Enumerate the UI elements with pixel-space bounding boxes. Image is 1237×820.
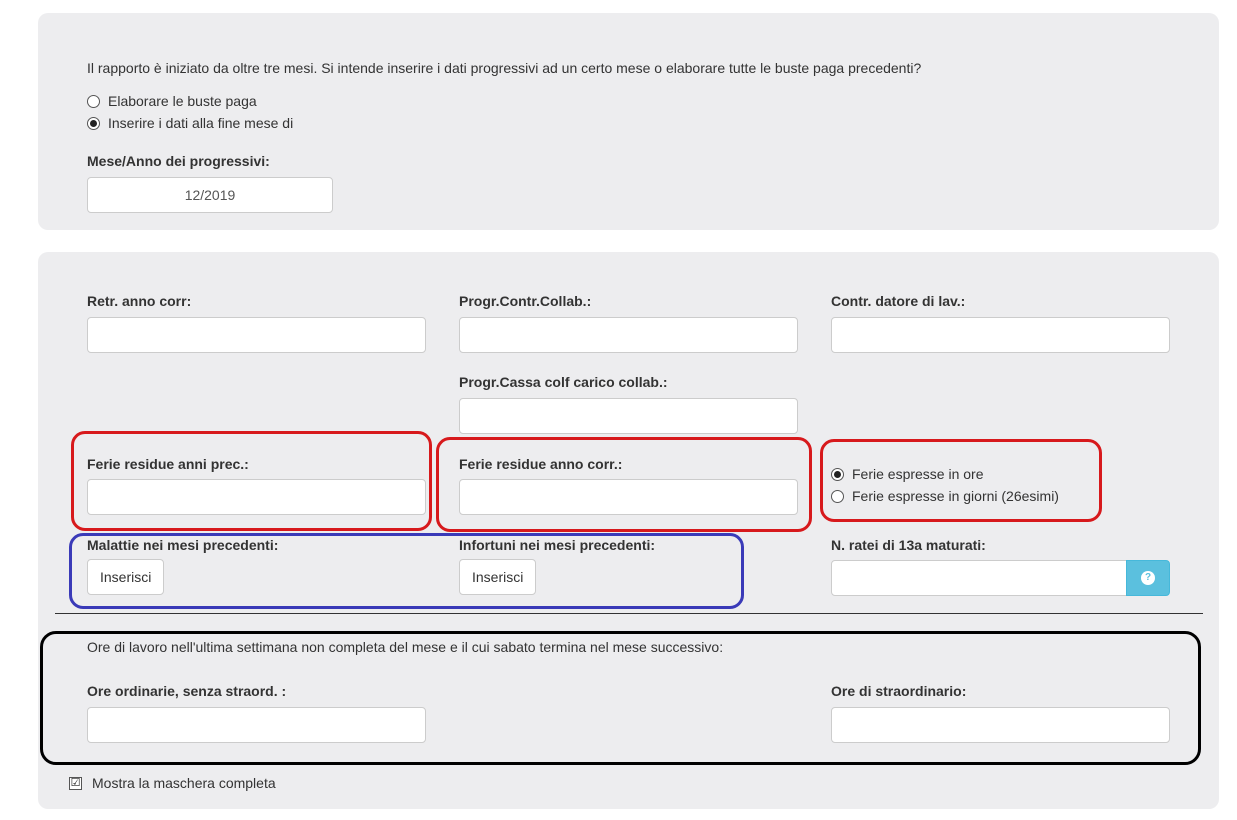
contr-datore-input[interactable] xyxy=(831,317,1170,353)
ore-straordinario-input[interactable] xyxy=(831,707,1170,743)
infortuni-inserisci-button[interactable]: Inserisci xyxy=(459,559,536,595)
ratei-13a-input[interactable] xyxy=(831,560,1127,596)
ore-straordinario-label: Ore di straordinario: xyxy=(831,683,967,699)
retr-anno-corr-input[interactable] xyxy=(87,317,426,353)
ferie-in-giorni-option[interactable] xyxy=(831,488,1059,504)
ferie-anno-corr-input[interactable] xyxy=(459,479,798,515)
malattie-inserisci-button[interactable]: Inserisci xyxy=(87,559,164,595)
ore-ordinarie-label: Ore ordinarie, senza straord. : xyxy=(87,683,287,699)
section-divider xyxy=(55,613,1203,614)
ferie-anno-corr-label: Ferie residue anno corr.: xyxy=(459,456,623,472)
progr-cassa-colf-input[interactable] xyxy=(459,398,798,434)
option-elaborate-label: Elaborare le buste paga xyxy=(108,93,257,109)
ratei-help-button[interactable] xyxy=(1126,560,1170,596)
month-year-input[interactable] xyxy=(87,177,333,213)
ferie-anni-prec-input[interactable] xyxy=(87,479,426,515)
ferie-anni-prec-label: Ferie residue anni prec.: xyxy=(87,456,249,472)
radio-unchecked-icon[interactable] xyxy=(831,490,844,503)
option-insert-dati[interactable] xyxy=(87,115,293,131)
intro-question-text: Il rapporto è iniziato da oltre tre mesi. Si intende inserire i dati progressivi ad un certo mese o elaborare tutte le buste paga precedenti? xyxy=(87,60,922,76)
ore-ordinarie-input[interactable] xyxy=(87,707,426,743)
radio-checked-icon[interactable] xyxy=(87,117,100,130)
contr-datore-label: Contr. datore di lav.: xyxy=(831,293,966,309)
option-insert-label: Inserire i dati alla fine mese di xyxy=(108,115,294,131)
ferie-ore-label: Ferie espresse in ore xyxy=(852,466,984,482)
mostra-maschera-label: Mostra la maschera completa xyxy=(92,775,276,791)
infortuni-label: Infortuni nei mesi precedenti: xyxy=(459,537,656,553)
option-elaborate-buste-paga[interactable] xyxy=(87,93,257,109)
mostra-maschera-checkbox-row[interactable] xyxy=(69,775,276,791)
radio-unchecked-icon[interactable] xyxy=(87,95,100,108)
question-icon: ? xyxy=(1141,571,1155,585)
retr-anno-corr-label: Retr. anno corr: xyxy=(87,293,192,309)
ferie-in-ore-option[interactable] xyxy=(831,466,984,482)
malattie-label: Malattie nei mesi precedenti: xyxy=(87,537,279,553)
ferie-giorni-label: Ferie espresse in giorni (26esimi) xyxy=(852,488,1059,504)
progr-contr-collab-label: Progr.Contr.Collab.: xyxy=(459,293,592,309)
ultima-settimana-text: Ore di lavoro nell'ultima settimana non completa del mese e il cui sabato termina nel mese successivo: xyxy=(87,639,724,655)
month-year-label: Mese/Anno dei progressivi: xyxy=(87,153,270,169)
progr-cassa-colf-label: Progr.Cassa colf carico collab.: xyxy=(459,374,668,390)
radio-checked-icon[interactable] xyxy=(831,468,844,481)
checkbox-checked-icon[interactable]: ☑ xyxy=(70,776,81,789)
ratei-13a-label: N. ratei di 13a maturati: xyxy=(831,537,986,553)
progr-contr-collab-input[interactable] xyxy=(459,317,798,353)
